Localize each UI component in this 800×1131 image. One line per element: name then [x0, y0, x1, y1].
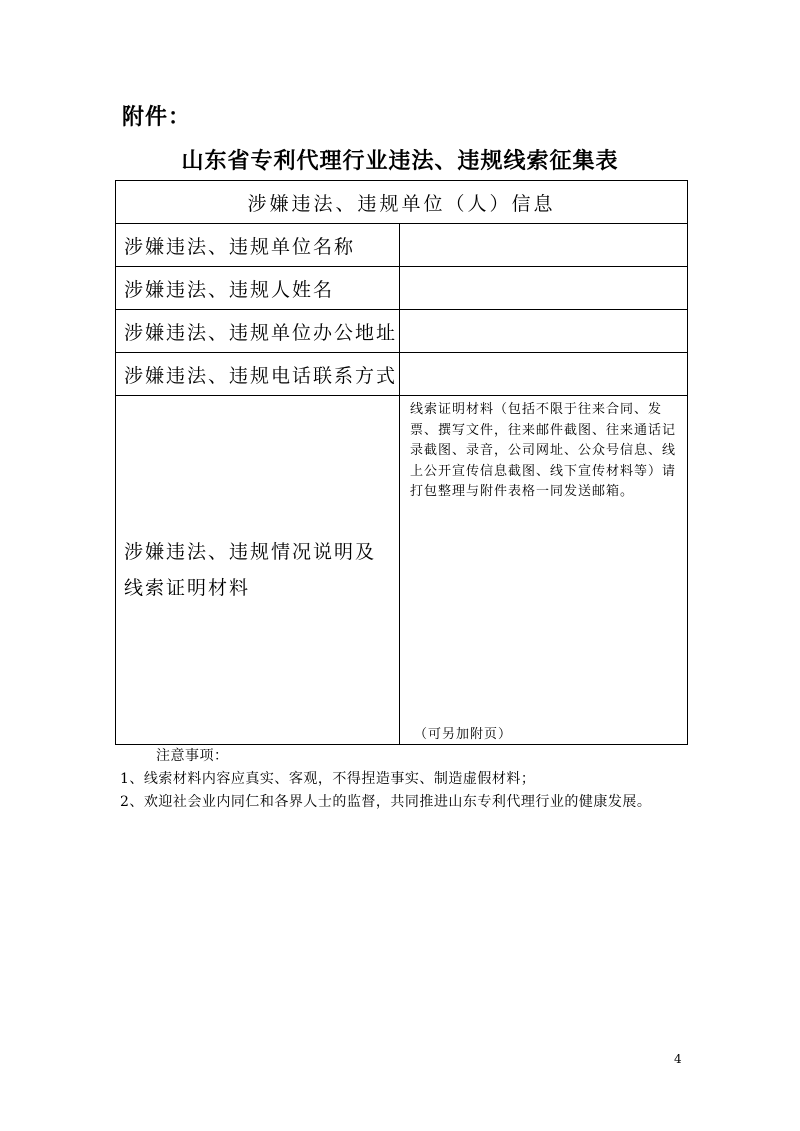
table-row [116, 353, 688, 396]
notes-item-1: 1、线索材料内容应真实、客观，不得捏造事实、制造虚假材料； [120, 771, 536, 787]
person-name-field[interactable] [400, 267, 688, 310]
phone-contact-field[interactable] [400, 353, 688, 396]
notes-heading: 注意事项： [156, 748, 229, 764]
section-header: 涉嫌违法、违规单位（人）信息 [116, 181, 688, 224]
table-row [116, 310, 688, 353]
form-title: 山东省专利代理行业违法、违规线索征集表 [181, 149, 619, 174]
evidence-field[interactable] [400, 396, 688, 745]
section-header-row [116, 181, 688, 224]
attachment-label: 附件： [122, 105, 192, 130]
notes-section [120, 745, 700, 814]
clue-collection-table [115, 180, 688, 745]
extra-pages-note: （可另加附页） [414, 727, 513, 742]
evidence-row [116, 396, 688, 745]
page-number: 4 [674, 1052, 682, 1066]
person-name-label: 涉嫌违法、违规人姓名 [116, 267, 400, 310]
phone-contact-label: 涉嫌违法、违规电话联系方式 [116, 353, 400, 396]
table-row [116, 224, 688, 267]
office-address-field[interactable] [400, 310, 688, 353]
unit-name-field[interactable] [400, 224, 688, 267]
evidence-note: 线索证明材料（包括不限于往来合同、发票、撰写文件，往来邮件截图、往来通话记录截图、录音，公司网址、公众号信息、线上公开宣传信息截图、线下宣传材料等）请打包整理与附件表格一同发送邮箱。 [410, 402, 677, 499]
table-row [116, 267, 688, 310]
office-address-label: 涉嫌违法、违规单位办公地址 [116, 310, 400, 353]
unit-name-label: 涉嫌违法、违规单位名称 [116, 224, 400, 267]
notes-item-2: 2、欢迎社会业内同仁和各界人士的监督，共同推进山东专利代理行业的健康发展。 [120, 794, 652, 810]
evidence-label: 涉嫌违法、违规情况说明及线索证明材料 [116, 396, 400, 745]
